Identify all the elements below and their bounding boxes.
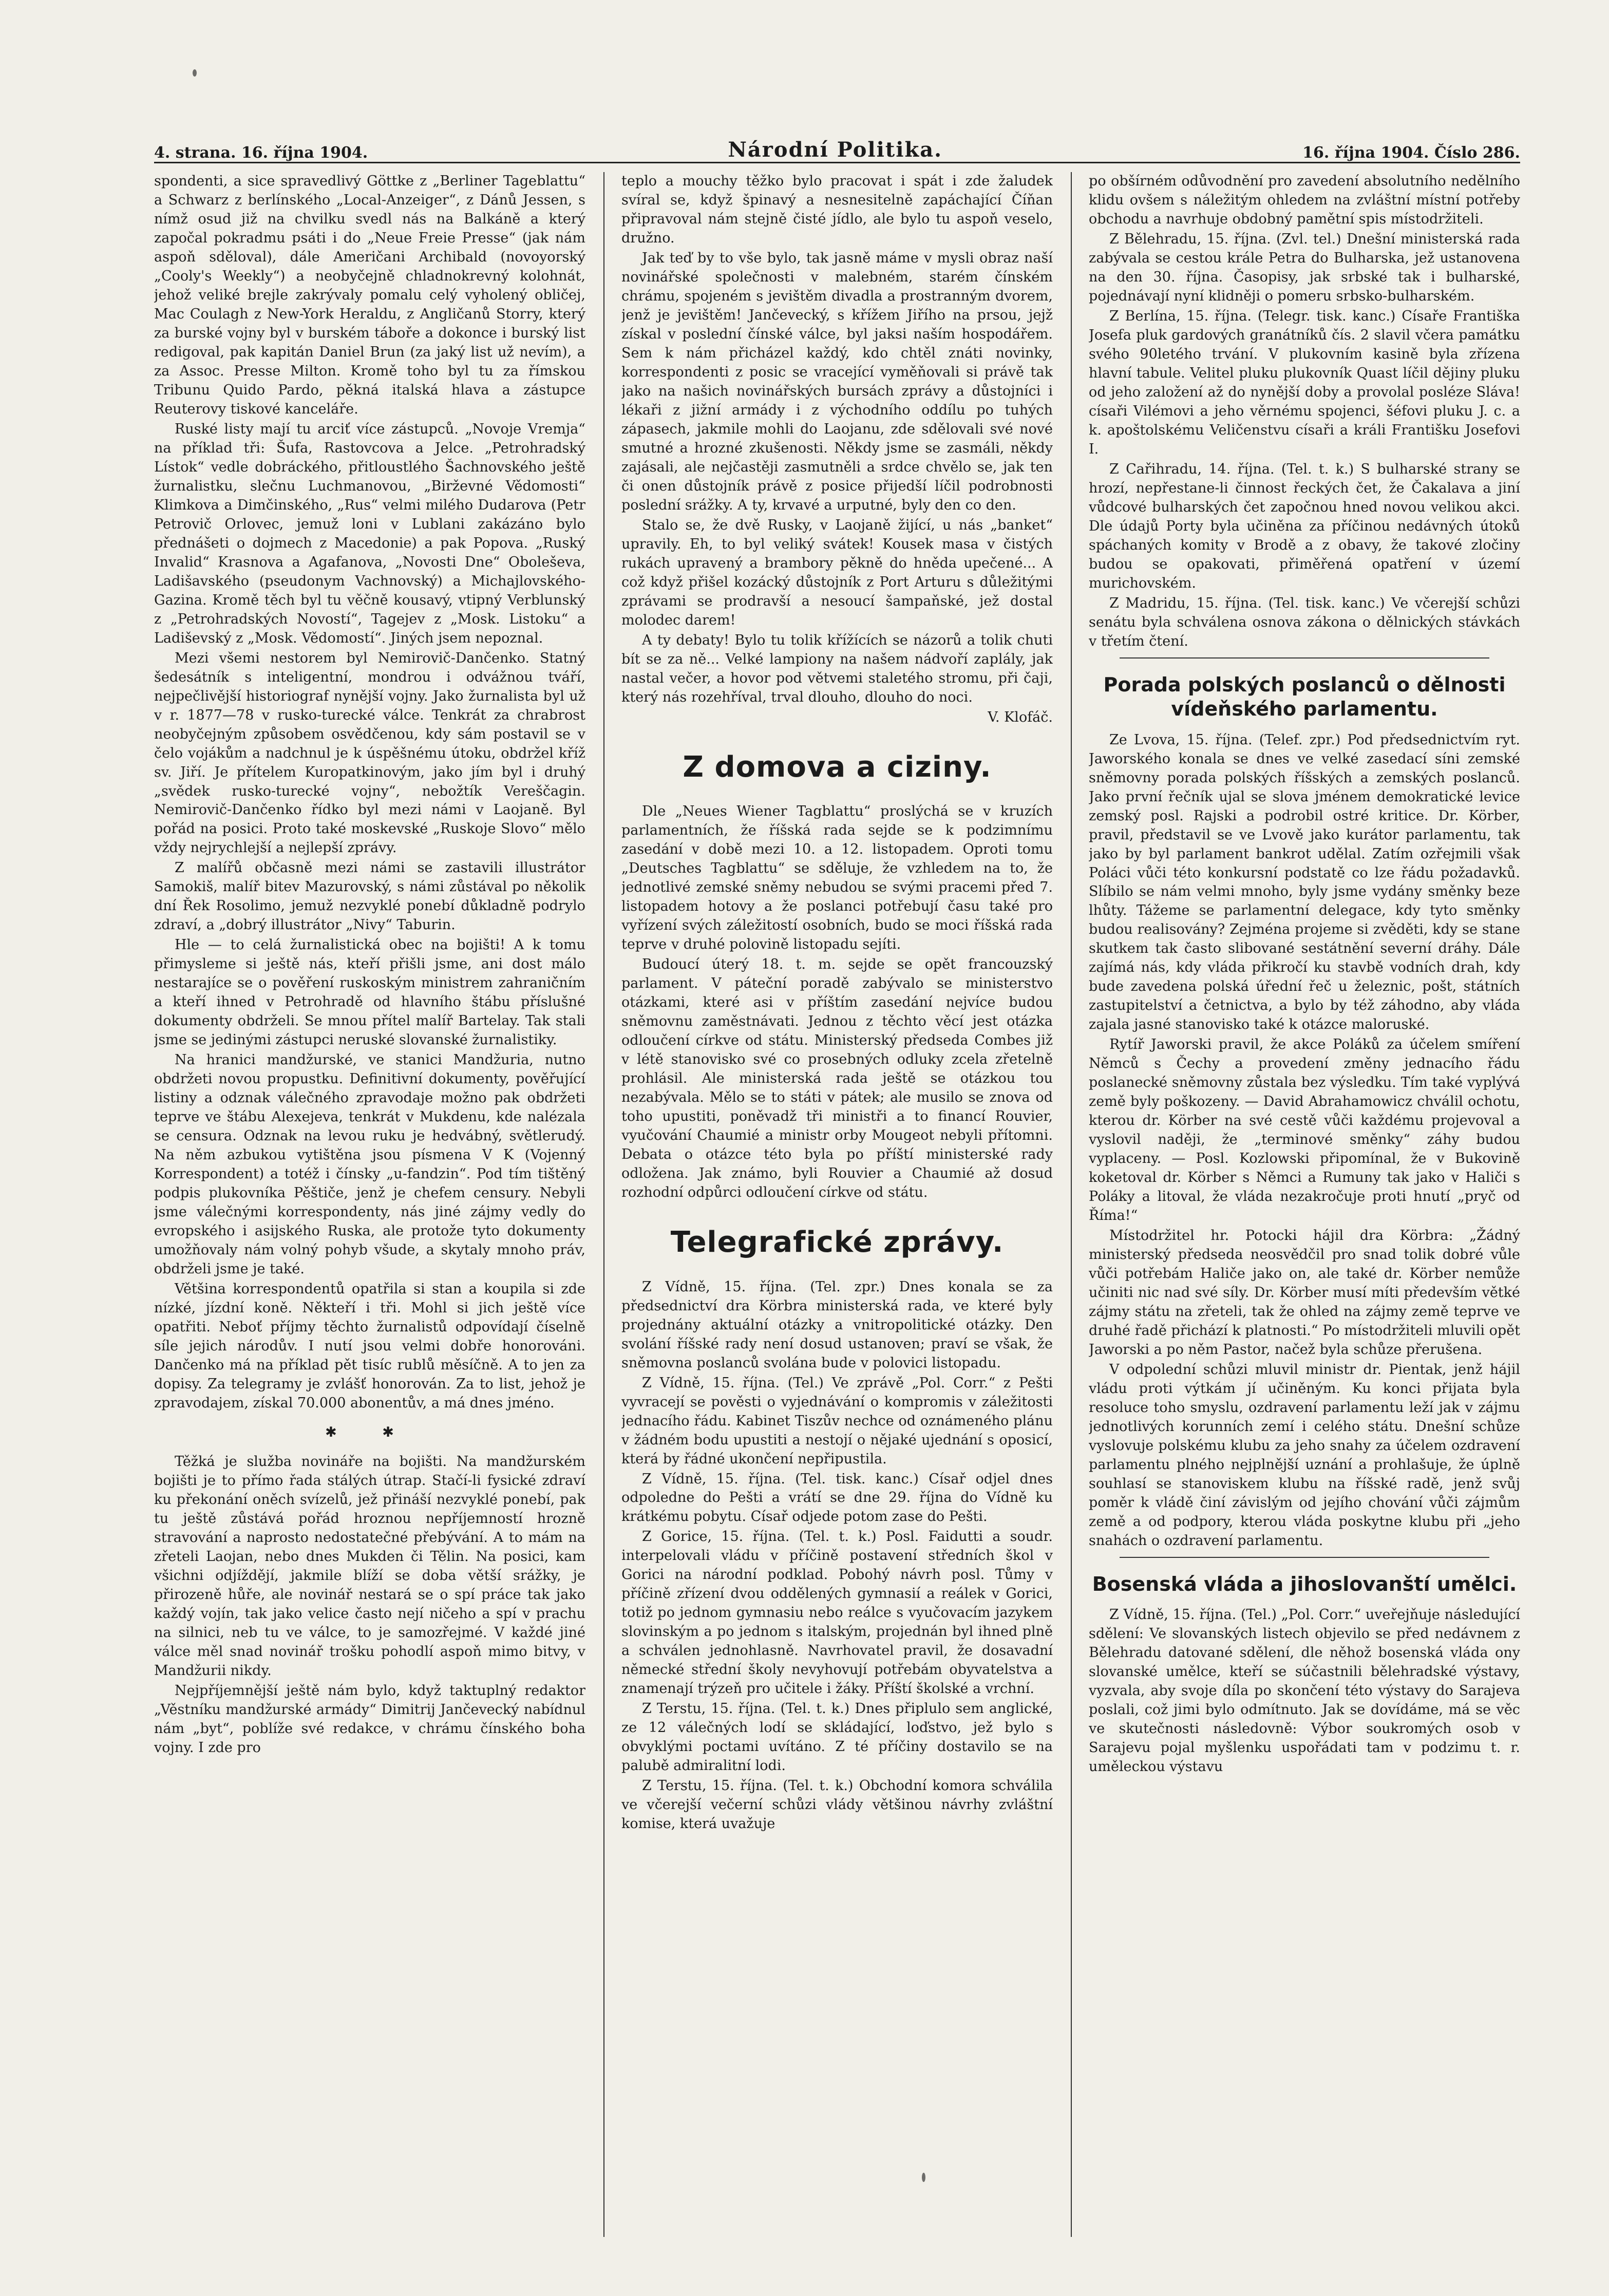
paragraph: Ruské listy mají tu arciť více zástupců. „Novoje Vremja“ na příklad tři: Šufa, Rastovcova a Jelce. „Petrohradský Lístok“ vedle dobráckého, přitloustlého Šachnovského ještě žurnalistku, slečnu Luchmanovou, „Birževné Vědomosti“ Klimkova a Dimčinského, „Rus“ velmi milého Dudarova (Petr Petrovič Orlovec, jemuž loni v Lublani zakázáno bylo přednášeti o dojmech z Macedonie) a pak Popova. „Ruský Invalid“ Krasnova a Agafanova, „Novosti Dne“ Oboleševa, Ladišavského (pseudonym Vachnovský) a Michajlovského-Gazina. Kromě těch byl tu věčně kousavý, vtipný Verblunský z „Petrohradských Novostí“, Tagejev z „Mosk. Listoku“ a Ladiševský z „Mosk. Vědomostí“. Jiných jsem nepoznal. [154,421,585,646]
news-item: Z Vídně, 15. října. (Tel.) Ve zprávě „Pol. Corr.“ z Pešti vyvracejí se pověsti o vyjednávání o kompromis v záležitosti jednacího řádu. Kabinet Tiszův nechce od oznámeného plánu v žádném bodu upustiti a nestojí o nějaké ujednání s oposicí, která by řádné ukončení nepřipustila. [621,1375,1053,1467]
paragraph: Většina korrespondentů opatřila si stan a koupila si zde nízké, jízdní koně. Někteří i tři. Mohl si jich ještě více opatřiti. Neboť příjmy těchto žurnalistů odpovídají číselně síle jejich národův. I nutí jsou velmi dobře honorováni. Dančenko má na příklad pět tisíc rublů měsíčně. A to jen za dopisy. Za telegramy je zvlášť honorován. Za to list, jehož je zpravodajem, získal 70.000 abonentův, a má dnes jméno. [154,1281,585,1411]
news-item: Z Bělehradu, 15. října. (Zvl. tel.) Dnešní ministerská rada zabývala se cestou krále Petra do Bulharska, jež ustanovena na den 30. října. Časopisy, jak srbské tak i bulharské, pojednávají nyní klidněji o pomeru srbsko-bulharském. [1089,231,1520,304]
section-stars: ✱ ✱ [325,1424,414,1440]
ink-speck [193,69,197,77]
news-item: Z Terstu, 15. října. (Tel. t. k.) Obchodní komora schválila ve včerejší večerní schůzi vlády většinou návrhy zvláštní komise, která uvažuje [621,1778,1053,1832]
column-3 [1089,172,1520,2247]
article-signature: V. Klofáč. [988,709,1053,725]
paragraph: Rytíř Jaworski pravil, že akce Poláků za účelem smíření Němců s Čechy a provedení změny jednacího řádu poslanecké sněmovny zůstala bez výsledku. Tím také vyplývá země byly poškozeny. — David Abrahamowicz chválil ochotu, kterou dr. Körber na své cestě vůči každému projevoval a vyslovil naději, že „terminové směnky“ záhy budou vyplaceny. — Posl. Kozlowski připomínal, že v Bukovině koketoval dr. Körber s Němci a Rumuny tak jako v Haliči s Poláky a litoval, že vláda nezakročuje proti hnutí „pryč od Říma!“ [1089,1037,1520,1224]
page-header [154,131,1520,163]
column-1 [154,172,585,2247]
news-item: Z Vídně, 15. října. (Tel. tisk. kanc.) Císař odjel dnes odpoledne do Pešti a vrátí se dne 29. října do Vídně ku krátkému pobytu. Císař odjede potom zase do Pešti. [621,1471,1053,1525]
section-heading-domestic-foreign: Z domova a ciziny. [683,750,992,784]
paragraph: A ty debaty! Bylo tu tolik křížících se názorů a tolik chuti bít se za ně... Velké lampiony na našem nádvoří zaplály, jak nastal večer, a hovor pod větvemi staletého stromu, při čaji, který nás rozehříval, trval dlouho, dlouho do noci. [621,632,1053,705]
paragraph: V odpolední schůzi mluvil ministr dr. Pientak, jenž hájil vládu proti výtkám jí učiněným. Ku konci přijata byla resoluce toho smyslu, ozdravení parlamentu leží jak v zájmu jednotlivých korunních zemí i celého státu. Dnešní schůze vyslovuje polskému klubu za jeho snahy za účelem ozdravení parlamentu plného nejplnější uznání a prohlašuje, že úplně souhlasí se stanoviskem klubu na říšské radě, jenž svůj poměr k vládě činí závislým od jejího chování vůči zájmům země a od podpory, kterou vláda poskytne klubu při „jeho snahách o ozdravení parlamentu. [1089,1362,1520,1549]
news-item: Z Madridu, 15. října. (Tel. tisk. kanc.) Ve včerejší schůzi senátu byla schválena osnova zákona o dělnických stávkách v třetím čtení. [1089,595,1520,649]
news-item: Z Berlína, 15. října. (Telegr. tisk. kanc.) Císaře Františka Josefa pluk gardových granátníků čís. 2 slavil včera památku svého 90letého trvání. V plukovním kasině byla zřízena hlavní tabule. Velitel pluku plukovník Quast líčil dějiny pluku od jeho založení až do nynější doby a provolal posléze Sláva! císaři Vilémovi a jeho věrnému spojenci, šéfovi pluku J. c. a k. apoštolskému Veličenstvu císaři a králi Františku Josefovi I. [1089,308,1520,457]
paragraph: Z malířů občasně mezi námi se zastavili illustrátor Samokiš, malíř bitev Mazurovský, s námi zůstával po několik dní Řek Rosolimo, jemuž nezvyklé ponebí důkladně podrylo zdraví, a „dobrý illustrátor „Nivy“ Taburin. [154,860,585,933]
header-left-date: 4. strana. 16. října 1904. [154,144,368,162]
paragraph: Místodržitel hr. Potocki hájil dra Körbra: „Žádný ministerský předseda neosvědčil pro snad tolik dobré vůle vůči potřebám Haliče jako on, ale také dr. Körber nemůže učiniti nic nad své síly. Dr. Körber musí míti především větké zájmy státu na zřeteli, tak že ohled na zájmy země teprve ve druhé řadě přichází k platnosti.“ Po místodržiteli mluvili opět Jaworski a po něm Pastor, načež byla schůze přerušena. [1089,1228,1520,1358]
paragraph: Dle „Neues Wiener Tagblattu“ proslýchá se v kruzích parlamentních, že říšská rada sejde se k podzimnímu zasedání v době mezi 10. a 12. listopadem. Oproti tomu „Deutsches Tagblattu“ se sděluje, že vzhledem na to, že jednotlivé zemské sněmy nebudou se svými pracemi před 7. listopadem hotovy a že poslanci potřebují času také pro vyřízení svých záležitostí osobních, budo se moci říšská rada teprve v druhé polovině listopadu sejíti. [621,803,1053,953]
news-item: Z Vídně, 15. října. (Tel. zpr.) Dnes konala se za předsednictví dra Körbra ministerská rada, ve které byly projednány aktuální otázky a vnitropolitické otázky. Den svolání říšské rady není dosud ustanoven; praví se však, že sněmovna poslanců svolána bude v polovici listopadu. [621,1278,1053,1371]
paragraph: Stalo se, že dvě Rusky, v Laojaně žijící, u nás „banket“ upravily. Eh, to byl veliký svátek! Kousek masa v čistých rukách upravený a brambory pěkně do hněda upečené... A což když přišel kozácký důstojník z Port Arturu s důležitými zprávami se prodravší a nesoucí šampaňské, jež dostal molodec darem! [621,517,1053,628]
header-right-issue: 16. října 1904. Číslo 286. [1302,144,1520,162]
news-item: Z Gorice, 15. října. (Tel. t. k.) Posl. Faidutti a soudr. interpelovali vládu v příčině postavení středních škol v Gorici na národní podklad. Pobohý návrh posl. Tůmy v příčině zřízení dvou oddělených gymnasií a reálek v Gorici, totiž po jednom gymnasiu nebo reálce s vyučovacím jazykem slovinským a po jednom s italským, projednán byl ihned plně a schválen jednohlasně. Navrhovatel pravil, že dosavadní německé střední školy nevyhovují potřebám obyvatelstva a znamenají trýzeň pro učitele i žáky. Příští školské a vrchní. [621,1529,1053,1697]
separator-line [1120,1557,1489,1558]
paragraph: Mezi všemi nestorem byl Nemirovič-Dančenko. Statný šedesátník s inteligentní, mondrou i odvážnou tváří, nejpečlivější historiograf nynější vojny. Jako žurnalista byl už v r. 1877—78 v rusko-turecké válce. Tenkrát za chrabrost neobyčejným způsobem osvědčenou, kdy sám postavil se v čelo vojákům a nadchnul je k úspěšnému útoku, obdržel kříž sv. Jiří. Je přítelem Kuropatkinovým, jako jím byl i druhý „svědek rusko-turecké vojny“, nebožtík Vereščagin. Nemirovič-Dančenko řídko byl mezi námi v Laojaně. Byl pořád na posici. Proto také moskevské „Ruskoje Slovo“ mělo vždy nejrychlejší a nejlepší zprávy. [154,650,585,856]
paragraph: po obšírném odůvodnění pro zavedení absolutního nedělního klidu ovšem s náležitým ohledem na zvláštní místní potřeby obchodu a navrhuje obdobný pamětní spis místodržiteli. [1089,173,1520,227]
newspaper-page [154,131,1520,2257]
paragraph: Budoucí úterý 18. t. m. sejde se opět francouzský parlament. V páteční poradě zabývalo se ministerstvo otázkami, které asi v příštím zasedání nejvíce budou sněmovnu zaměstnávati. Jednou z těchto věcí jest otázka odloučení církve od státu. Ministerský předseda Combes již v létě stanovisko své co prosebných odluky zcela zřetelně prohlásil. Ale ministerská rada ještě se otázkou tou nezabývala. Mělo se to státi v pátek; ale musilo se znova od toho upustiti, poněvadž tři ministři a to financí Rouvier, vyučování Chaumié a ministr orby Mougeot nebyli přítomni. Debata o otázce této byla po příští ministerské rady odložena. Jak známo, byli Rouvier a Chaumié až dosud rozhodní odpůrci odloučení církve od státu. [621,956,1053,1200]
paragraph: Na hranici mandžurské, ve stanici Mandžuria, nutno obdržeti novou propustku. Definitivní dokumenty, pověřující listiny a odznak válečného zpravodaje možno pak obdržeti teprve ve štábu Alexejeva, tenkrát v Mukdenu, kde nalézala se censura. Odznak na levou ruku je hedvábný, světlerudý. Na něm azbukou vytištěna jsou písmena V K (Vojenný Korrespondent) a totéž i čínsky „u-fandzin“. Pod tím tištěný podpis plukovníka Pěštiče, jenž je chefem censury. Nebyli jsme válečnými korrespondenty, nás jiné zájmy vedly do evropského i asijského Ruska, ale protože tyto dokumenty umožňovaly nám volný pohyb všude, a skytaly mnoho práv, obdrželi jsme je také. [154,1052,585,1277]
headline-polish-deputies: Porada polských poslanců o dělnosti vídeňského parlamentu. [1103,673,1506,721]
paragraph: Těžká je služba novináře na bojišti. Na mandžurském bojišti je to přímo řada stálých útrap. Stačí-li fysické zdraví ku překonání oněch svízelů, jež přináší nezvyklé ponebí, pak tu ještě zůstává pořád hroznou nepříjemností hrozně stravování a naprosto nedostatečné přebývání. A to mám na zřeteli Laojan, nebo dnes Mukden či Tělin. Na posici, kam všichni odjíždějí, jakmile blíží se doba větší srážky, je přirozeně hůře, ale novinář nestará se o spí práce tak jako každý vojín, tak jako velice často nejí ničeho a spí v prachu na silnici, neb tu ve válce, to je samozřejmé. V každé jiné válce měl snad novinář trošku pohodlí aspoň mimo bitvy, v Mandžurii nikdy. [154,1453,585,1679]
column-divider [603,172,604,2237]
paragraph: teplo a mouchy těžko bylo pracovat i spát i zde žaludek svíral se, když špinavý a nesnesitelně zapáchající Číňan připravoval nám stejně čisté jídlo, ale bylo tu aspoň veselo, družno. [621,173,1053,246]
column-divider [1071,172,1072,2237]
masthead-title: Národní Politika. [728,138,943,162]
paragraph: Nejpříjemnější ještě nám bylo, když taktuplný redaktor „Věstníku mandžurské armády“ Dimitrij Jančevecký nabídnul nám „byt“, poblíže své redakce, v chrámu čínského boha vojny. I zde pro [154,1682,585,1756]
news-item: Ze Lvova, 15. října. (Telef. zpr.) Pod předsednictvím ryt. Jaworského konala se dnes ve velké zasedací síni zemské sněmovny porada polských říšských a zemských poslanců. Jako první řečník ujal se slova jménem demokratické levice zemský posl. Rajski a podrobil ostré kritice. Dr. Körber, pravil, představil se ve Lvově jako kurátor parlamentu, tak jako by byl parlament bankrot udělal. Zatím ozřejmili však Poláci vůči této konkursní podstatě co lze řádu požadavků. Slíbilo se nám velmi mnoho, byly jsme vydány směnky beze lhůty. Tážeme se parlamentní delegace, kdy tyto směnky budou realisovány? Zejména projeme si zvěděti, kdy se stane skutkem tak často slibované sestátnění severní dráhy. Dále zajímá nás, kdy vláda přikročí ku stavbě vodních drah, kdy bude zavedena polská úřední řeč u železnic, pošt, státních zastupitelství a četnictva, a bylo by též záhodno, aby vláda zajala jasné stanovisko také k otázce maloruské. [1089,731,1520,1033]
news-item: Z Terstu, 15. října. (Tel. t. k.) Dnes připlulo sem anglické, ze 12 válečných lodí se skládající, loďstvo, jež bylo s obvyklými poctami uvítáno. Z té příčiny dostavilo se na palubě admiralitní lodi. [621,1701,1053,1774]
news-item: Z Vídně, 15. října. (Tel.) „Pol. Corr.“ uveřejňuje následující sdělení: Ve slovanských listech objevilo se před nedávnem z Bělehradu datované sdělení, dle něhož bosenská vláda ony slovanské umělce, kteří se súčastnili bělehradské výstavy, vyzvala, aby svoje díla po skončení této výstavy do Sarajeva poslali, což jimi bylo odmítnuto. Jak se dovídáme, má se věc ve skutečnosti následovně: Výbor soukromých osob v Sarajevu pojal myšlenku uspořádati tam v podzimu t. r. uměleckou výstavu [1089,1607,1520,1775]
paragraph: spondenti, a sice spravedlivý Göttke z „Berliner Tageblattu“ a Schwarz z berlínského „Local-Anzeiger“, z Dánů Jessen, s nímž osud již na chvilku svedl nás na Balkáně a který započal pokradmu psáti i do „Neue Freie Presse“ (jak nám aspoň sděloval), dále Američani Archibald (novoyorský „Cooly's Weekly“) a neobyčejně chladnokrevný kolohnát, jehož veliké brejle zakrývaly pomalu celý vyholený obličej, Mac Coulagh z New-York Heraldu, z Angličanů Storry, který za burské vojny byl v burském táboře a dokonce i burský list redigoval, pak kapitán Daniel Brun (za jaký list už nevím), a za Assoc. Presse Milton. Kromě toho byl tu za římskou Tribunu Quido Pardo, pěkná italská hlava a zástupce Reuterovy tiskové kanceláře. [154,173,585,417]
ink-speck [922,2173,925,2182]
column-2 [621,172,1053,2247]
headline-bosnian-government: Bosenská vláda a jihoslovanští umělci. [1092,1572,1517,1595]
section-heading-telegraphic-news: Telegrafické zprávy. [670,1225,1004,1259]
separator-line [1120,657,1489,658]
paragraph: Jak teď by to vše bylo, tak jasně máme v mysli obraz naší novinářské společnosti v malebném, starém čínském chrámu, spojeném s jevištěm divadla a prostranným dvorem, jenž je jevištěm! Jančevecký, s křížem Jiřího na prsou, jejž získal v poslední čínské válce, byl jaksi naším hospodářem. Sem k nám přicházel každý, kdo chtěl znáti novinky, korrespondenti z posic se vracející vyměňovali si právě tak jako na našich novinářských bursách zprávy a důstojníci i lékaři z jižní armády i z východního oddílu po tuhých zápasech, jakmile mohli do Laojanu, zde sdělovali své nové smutné a hrozné zkušenosti. Někdy jsme se zasmáli, někdy zajásali, ale nejčastěji zasmutněli a srdce chvělo se, jak ten či onen důstojník právě z posice přijedší líčil podrobnosti poslední srážky. A ty, krvavé a urputné, byly den co den. [621,250,1053,513]
news-item: Z Cařihradu, 14. října. (Tel. t. k.) S bulharské strany se hrozí, nepřestane-li činnost řeckých čet, že Čakalava a jiní vůdcové bulharských čet započnou hned novou velikou akci. Dle údajů Porty byla učiněna za příčinou nedávných útoků spáchaných komity v Brodě a z obavy, že takové zločiny budou se opakovati, přiměřená opatření v území murichovském. [1089,461,1520,591]
paragraph: Hle — to celá žurnalistická obec na bojišti! A k tomu přimysleme si ještě nás, kteří přišli jsme, ani dost málo nestarajíce se o pověření ruskoským ministrem zahraničním a kteří ihned v Petrohradě od hlavního štábu příslušné dokumenty obdrželi. Se mnou přítel malíř Bartelay. Tak stali jsme se jedinými zástupci neruské slovanské žurnalistiky. [154,937,585,1048]
